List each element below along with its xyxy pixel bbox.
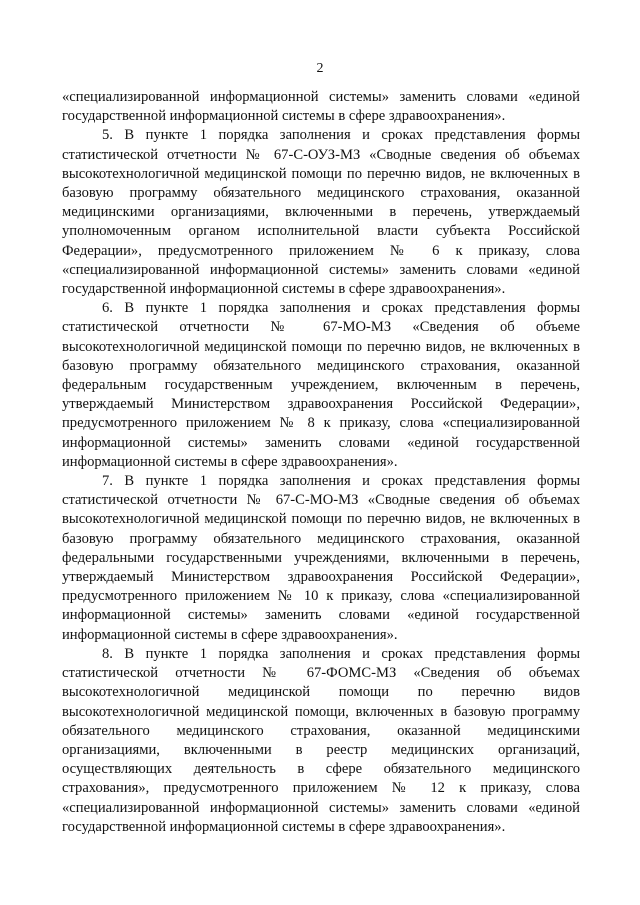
- document-body: [62, 88, 580, 837]
- paragraph-item-5: 5. В пункте 1 порядка заполнения и сроках представления формы статистической отчетности № 67-С-ОУЗ-МЗ «Сводные сведения об объемах высокотехнологичной медицинской помощи по перечню видов, не включенных в базовую программу обязательного медицинского страхования, оказанной медицинскими организациями, включенными в перечень, утверждаемый уполномоченным органом исполнительной власти субъекта Российской Федерации», предусмотренного приложением № 6 к приказу, слова «специализированной информационной системы» заменить словами «единой государственной информационной системы в сфере здравоохранения».: [62, 127, 580, 298]
- paragraph-item-8: 8. В пункте 1 порядка заполнения и сроках представления формы статистической отчетности № 67-ФОМС-МЗ «Сведения об объемах высокотехнологичной медицинской помощи по перечню видов высокотехнологичной медицинской помощи, включенных в базовую программу обязательного медицинского страхования, оказанной медицинскими организациями, включенными в реестр медицинских организаций, осуществляющих деятельность в сфере обязательного медицинского страхования», предусмотренного приложением № 12 к приказу, слова «специализированной информационной системы» заменить словами «единой государственной информационной системы в сфере здравоохранения».: [62, 645, 580, 835]
- page-number: 2: [316, 61, 324, 76]
- paragraph-item-6: 6. В пункте 1 порядка заполнения и сроках представления формы статистической отчетности № 67-МО-МЗ «Сведения об объеме высокотехнологичной медицинской помощи по перечню видов, не включенных в базовую программу обязательного медицинского страхования, оказанной федеральным государственным учреждением, включенным в перечень, утверждаемый Министерством здравоохранения Российской Федерации», предусмотренного приложением № 8 к приказу, слова «специализированной информационной системы» заменить словами «единой государственной информационной системы в сфере здравоохранения».: [62, 300, 580, 470]
- paragraph-item-7: 7. В пункте 1 порядка заполнения и сроках представления формы статистической отчетности № 67-С-МО-МЗ «Сводные сведения об объемах высокотехнологичной медицинской помощи по перечню видов, не включенных в базовую программу обязательного медицинского страхования, оказанной федеральными государственными учреждениями, включенными в перечень, утверждаемый Министерством здравоохранения Российской Федерации», предусмотренного приложением № 10 к приказу, слова «специализированной информационной системы» заменить словами «единой государственной информационной системы в сфере здравоохранения».: [62, 473, 580, 643]
- paragraph-continuation: «специализированной информационной системы» заменить словами «единой государственной информационной системы в сфере здравоохранения».: [62, 89, 580, 125]
